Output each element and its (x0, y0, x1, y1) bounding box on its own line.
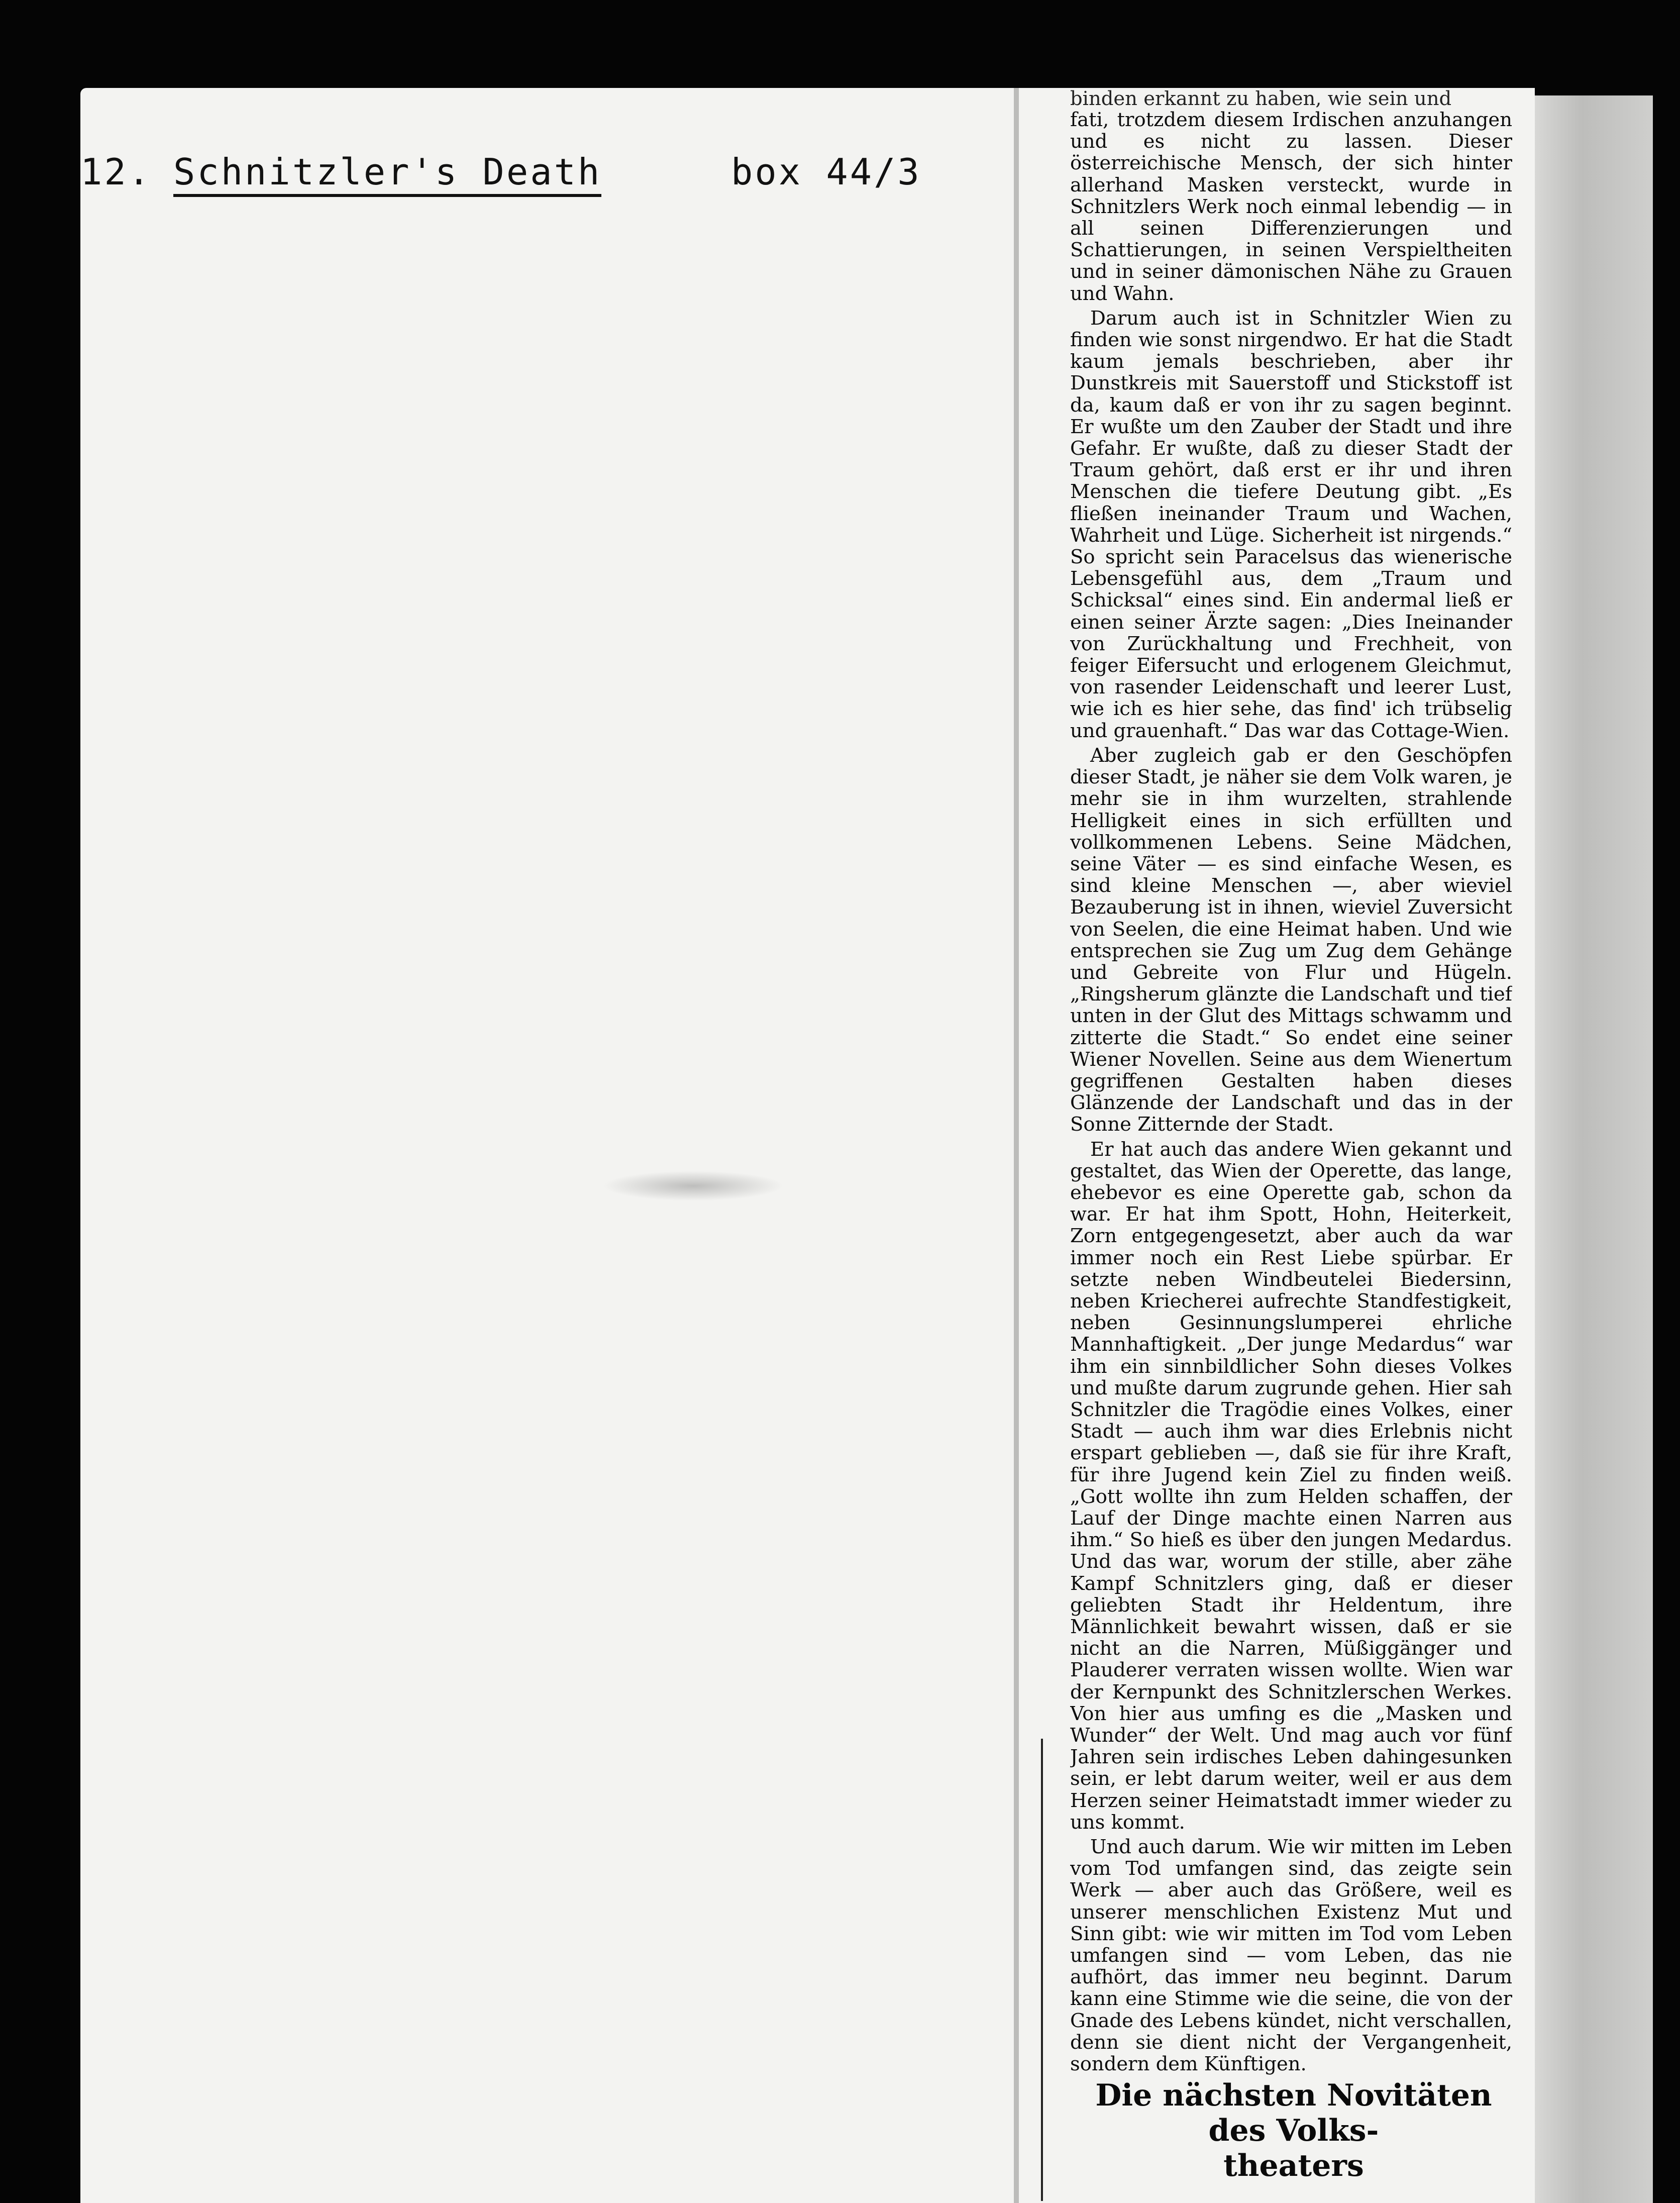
clipped-line: binden erkannt zu haben, wie sein und (1070, 88, 1452, 109)
folder-title: Schnitzler's Death (173, 151, 601, 197)
column-rule (1041, 1739, 1043, 2201)
paragraph: Er hat auch das andere Wien gekannt und gestaltet, das Wien der Operette, das lange, ehebevor es eine Operette gab, schon da war. Er hat ihm Spott, Hohn, Heiterkeit, Zorn entgegengesetzt, aber auch da war immer noch ein Rest Liebe spürbar. Er setzte neben Windbeutelei Biedersinn, neben Kriecherei aufrechte Standfestigkeit, neben Gesinnungslumperei ehrliche Mannhaftigkeit. „Der junge Medardus“ war ihm ein sinnbildlicher Sohn dieses Volkes und mußte darum zugrunde gehen. Hier sah Schnitzler die Tragödie eines Volkes, einer Stadt — auch ihm war dies Erlebnis nicht erspart geblieben —, daß sie für ihre Kraft, für ihre Jugend kein Ziel zu finden weiß. „Gott wollte ihn zum Helden schaffen, der Lauf der Dinge machte einen Narren aus ihm.“ So hieß es über den jungen Medardus. Und das war, worum der stille, aber zähe Kampf Schnitzlers ging, daß er dieser geliebten Stadt ihr Heldentum, ihre Männlichkeit bewahrt wissen, daß er sie nicht an die Narren, Müßiggänger und Plauderer verraten wissen wollte. Wien war der Kernpunkt des Schnitzlerschen Werkes. Von hier aus umfing es die „Masken und Wunder“ der Welt. Und mag auch vor fünf Jahren sein irdisches Leben dahingesunken sein, er lebt darum weiter, weil er aus dem Herzen seiner Heimatstadt immer wieder zu uns kommt. (1070, 1138, 1512, 1834)
newspaper-column (1070, 88, 1512, 2203)
box-label: box 44/3 (731, 151, 921, 193)
clipping-edge (1535, 95, 1653, 2203)
folder-number: 12. (80, 151, 152, 193)
paragraph: Aber zugleich gab er den Geschöpfen dieser Stadt, je näher sie dem Volk waren, je mehr sie in ihm wurzelten, strahlende Helligkeit eines in sich erfüllten und vollkommenen Lebens. Seine Mädchen, seine Väter — es sind einfache Wesen, es sind kleine Menschen —, aber wieviel Bezauberung ist in ihnen, wieviel Zuversicht von Seelen, die eine Heimat haben. Und wie entsprechen sie Zug um Zug dem Gehänge und Gebreite von Flur und Hügeln. „Ringsherum glänzte die Landschaft und tief unten in der Glut des Mittags schwamm und zitterte die Stadt.“ So endet eine seiner Wiener Novellen. Seine aus dem Wienertum gegriffenen Gestalten haben dieses Glänzende der Landschaft und das in der Sonne Zitternde der Stadt. (1070, 744, 1512, 1136)
headline-line: theaters (1223, 2148, 1364, 2183)
paragraph: Und auch darum. Wie wir mitten im Leben vom Tod umfangen sind, das zeigte sein Werk — aber auch das Größere, weil es unserer menschlichen Existenz Mut und Sinn gibt: wie wir mitten im Tod vom Leben umfangen sind — vom Leben, das nie aufhört, das immer neu beginnt. Darum kann eine Stimme wie die seine, die von der Gnade des Lebens kündet, nicht verschallen, denn sie dient nicht der Vergangenheit, sondern dem Künftigen. (1070, 1836, 1512, 2076)
next-article-headline (1080, 2078, 1507, 2183)
paragraph: Darum auch ist in Schnitzler Wien zu finden wie sonst nirgendwo. Er hat die Stadt kaum jemals beschrieben, aber ihr Dunstkreis mit Sauerstoff und Stickstoff ist da, kaum daß er von ihr zu sagen beginnt. Er wußte um den Zauber der Stadt und ihre Gefahr. Er wußte, daß zu dieser Stadt der Traum gehört, daß erst er ihr und ihren Menschen die tiefere Deutung gibt. „Es fließen ineinander Traum und Wachen, Wahrheit und Lüge. Sicherheit ist nirgends.“ So spricht sein Paracelsus das wienerische Lebensgefühl aus, dem „Traum und Schicksal“ eines sind. Ein andermal ließ er einen seiner Ärzte sagen: „Dies Ineinander von Zurückhaltung und Frechheit, von feiger Eifersucht und erlogenem Gleichmut, von rasender Leidenschaft und leerer Lust, wie ich es hier sehe, das find' ich trübselig und grauenhaft.“ Das war das Cottage-Wien. (1070, 307, 1512, 742)
headline-line: Die nächsten Novitäten des Volks- (1095, 2078, 1492, 2148)
paragraph: fati, trotzdem diesem Irdischen anzuhangen und es nicht zu lassen. Dieser österreichische Mensch, der sich hinter allerhand Masken versteckt, wurde in Schnitzlers Werk noch einmal lebendig — in all seinen Differenzierungen und Schattierungen, in seinen Verspieltheiten und in seiner dämonischen Nähe zu Grauen und Wahn. (1070, 109, 1512, 305)
ink-smudge (603, 1171, 784, 1201)
archive-header (80, 151, 1015, 206)
clipping-fold (1014, 88, 1019, 2203)
